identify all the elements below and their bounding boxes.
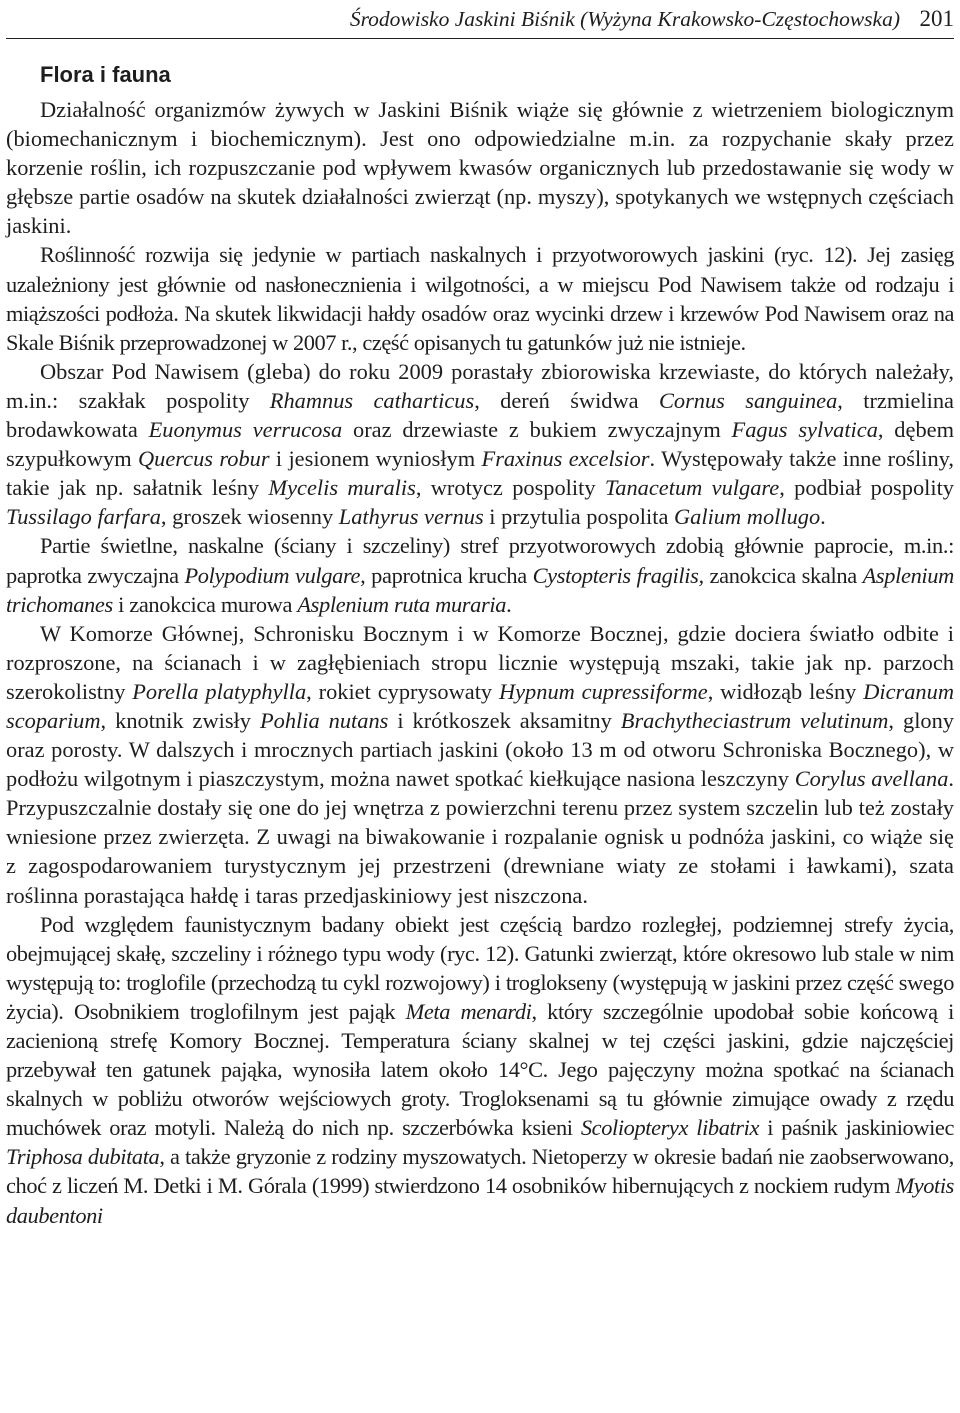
text-run: , wrotycz pospolity: [415, 475, 605, 501]
text-run: , dębem szypułkowym: [6, 417, 954, 472]
text-run: , glony oraz porosty. W dalszych i mrocznych partiach jaskini (około 13 m od otworu Schroniska Bocznego), w podłożu wilgotnym i piaszczystym, można nawet spotkać kiełkujące nasiona leszczyny: [6, 707, 954, 792]
species-name: Cystopteris fragilis,: [532, 562, 704, 588]
text-run: , podbiał pospolity: [779, 475, 954, 501]
species-name: Triphosa dubitata: [6, 1144, 160, 1170]
species-name: Brachytheciastrum velutinum: [620, 707, 889, 733]
species-name: Myotis daubentoni: [6, 1173, 954, 1228]
species-name: Asplenium ruta muraria: [297, 591, 507, 617]
species-name: Fraxinus excelsior: [481, 446, 650, 472]
text-run: Obszar Pod Nawisem (gleba) do roku 2009 porastały zbiorowiska krzewiaste, do których należały, m.in.: szakłak pospolity: [6, 358, 954, 413]
text-run: i paśnik jaskiniowiec: [758, 1115, 954, 1141]
paragraph-mosses: [6, 619, 954, 910]
text-run: , dereń świdwa: [474, 387, 659, 413]
text-run: , knotnik zwisły: [100, 707, 260, 733]
species-name: Asplenium trichomanes: [6, 562, 954, 617]
species-name: Cornus sanguinea: [658, 387, 838, 413]
species-name: Quercus robur: [137, 446, 270, 472]
text-run: Działalność organizmów żywych w Jaskini Biśnik wiąże się głównie z wietrzeniem biologicznym (biomechanicznym i biochemicznym). Jest ono odpowiedzialne m.in. za rozpychanie skały przez korzenie roślin, ich rozpuszczanie pod wpływem kwasów organicznych lub przedostawanie się wody w głębsze partie osadów na skutek działalności zwierząt (np. myszy), spotykanych we wstępnych częściach jaskini.: [6, 97, 954, 239]
running-head: [6, 0, 954, 39]
species-name: Polypodium vulgare,: [184, 562, 366, 588]
text-run: , trzmielina brodawkowata: [6, 387, 954, 443]
text-run: i zanokcica murowa: [112, 591, 298, 617]
species-name: Scoliopteryx libatrix: [580, 1115, 759, 1141]
text-run: i jesionem wyniosłym: [269, 446, 482, 472]
paragraph-vegetation: [6, 240, 954, 356]
text-run: zanokcica skalna: [703, 562, 863, 588]
text-run: Partie świetlne, naskalne (ściany i szczeliny) stref przyotworowych zdobią głównie paprocie, m.in.: paprotka zwyczajna: [6, 533, 954, 588]
text-run: .: [506, 591, 512, 617]
paragraph-ferns: [6, 531, 954, 618]
species-name: Meta menardi: [405, 998, 532, 1024]
species-name: Pohlia nutans: [259, 707, 389, 733]
text-run: i krótkoszek aksamitny: [388, 707, 621, 733]
text-run: . Przypuszczalnie dostały się one do jej wnętrza z powierzchni terenu przez system szczelin lub też zostały wniesione przez zwierzęta. Z uwagi na biwakowanie i rozpalanie ognisk u podnóża jaskini, co wiąże się z zagospodarowaniem turystycznym jej przestrzeni (drewniane wiaty ze stołami i ławkami), szata roślinna porastająca hałdę i taras przedjaskiniowy jest niszczona.: [6, 766, 955, 908]
text-run: . Występowały także inne rośliny, takie jak np. sałatnik leśny: [6, 446, 954, 501]
text-run: paprotnica krucha: [365, 562, 533, 588]
text-run: , a także gryzonie z rodziny myszowatych. Nietoperzy w okresie badań nie zaobserwowano, choć z liczeń M. Detki i M. Górala (1999) stwierdzono 14 osobników hibernujących z nockiem rudym: [6, 1144, 954, 1199]
species-name: Porella platyphylla: [132, 678, 307, 704]
text-run: .: [820, 504, 826, 530]
text-run: , groszek wiosenny: [160, 504, 339, 530]
species-name: Corylus avellana: [794, 766, 949, 792]
section-title: Flora i fauna: [40, 62, 171, 87]
species-name: Lathyrus vernus: [338, 504, 484, 530]
running-title: Środowisko Jaskini Biśnik (Wyżyna Krakowsko-Częstochowska): [349, 7, 900, 31]
paragraph-fauna: [6, 910, 954, 1230]
paragraph-weathering: [6, 95, 954, 240]
text-run: , rokiet cyprysowaty: [306, 678, 499, 704]
species-name: Tussilago farfara: [6, 504, 161, 530]
text-run: W Komorze Głównej, Schronisku Bocznym i w Komorze Bocznej, gdzie dociera światło odbite i rozproszone, na ścianach i w zagłębieniach stropu licznie występują mszaki, takie jak np. parzoch szerokolistny: [6, 620, 954, 704]
species-name: Galium mollugo: [674, 504, 821, 530]
species-name: Euonymus verrucosa: [148, 417, 343, 443]
text-run: i przytulia pospolita: [483, 504, 674, 530]
species-name: Fagus sylvatica: [731, 417, 878, 443]
species-name: Dicranum scoparium: [6, 678, 954, 733]
text-run: , widłoząb leśny: [707, 678, 864, 704]
page-number: 201: [919, 6, 954, 31]
species-name: Hypnum cupressiforme: [498, 678, 708, 704]
text-run: oraz drzewiaste z bukiem zwyczajnym: [342, 417, 732, 443]
species-name: Tanacetum vulgare: [604, 475, 780, 501]
text-run: , który szczególnie upodobał sobie końcową i zacienioną strefę Komory Bocznej. Temperatura ściany skalnej w tej części jaskini, gdzie najczęściej przebywał ten gatunek pająka, wynosiła latem około 14°C. Jego pajęczyny można spotkać na ścianach skalnych w pobliżu otworów wejściowych groty. Trogloksenami są tu głównie zimujące owady z rzędu muchówek oraz motyli. Należą do nich np. szczerbówka ksieni: [6, 998, 954, 1141]
species-name: Rhamnus catharticus: [269, 387, 475, 413]
text-run: Pod względem faunistycznym badany obiekt jest częścią bardzo rozległej, podziemnej strefy życia, obejmującej skałę, szczeliny i różnego typu wody (ryc. 12). Gatunki zwierząt, które okresowo lub stale w nim występują to: troglofile (przechodzą tu cykl rozwojowy) i troglokseny (występują w jaskini przez część swego życia). Osobnikiem troglofilnym jest pająk: [6, 911, 954, 1024]
text-run: Roślinność rozwija się jedynie w partiach naskalnych i przyotworowych jaskini (ryc. 12). Jej zasięg uzależniony jest głównie od nasłonecznienia i wilgotności, a w miejscu Pod Nawisem także od rodzaju i miąższości podłoża. Na skutek likwidacji hałdy osadów oraz wycinki drzew i krzewów Pod Nawisem oraz na Skale Biśnik przeprowadzonej w 2007 r., część opisanych tu gatunków już nie istnieje.: [6, 242, 954, 355]
paragraph-pod-nawisem: [6, 357, 954, 532]
species-name: Mycelis muralis: [268, 475, 416, 501]
